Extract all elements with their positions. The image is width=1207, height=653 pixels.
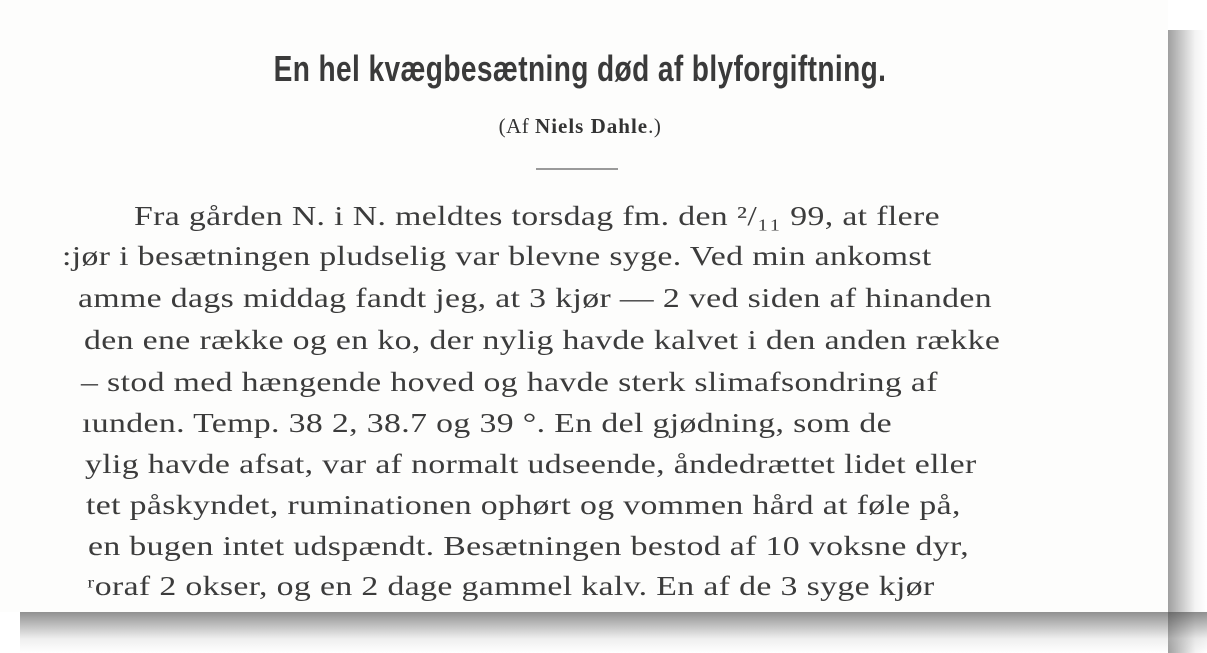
title-divider <box>536 168 618 170</box>
body-line-9: en bugen intet udspændt. Besætningen bestod af 10 voksne dyr, <box>88 531 970 561</box>
body-line-7: ylig havde afsat, var af normalt udseende, åndedrættet lidet eller <box>85 449 977 479</box>
body-line-5: – stod med hængende hoved og havde sterk slimafsondring af <box>81 367 938 397</box>
byline-suffix: .) <box>648 114 662 138</box>
body-line-3: amme dags middag fandt jeg, at 3 kjør — 2 ved siden af hinanden <box>78 283 993 313</box>
body-line-2: :jør i besætningen pludselig var blevne syge. Ved min ankomst <box>62 241 932 271</box>
page-shadow-right <box>1168 30 1207 653</box>
page-shadow-bottom <box>20 612 1207 653</box>
body-line-10: ʳoraf 2 okser, og en 2 dage gammel kalv. En af de 3 syge kjør <box>87 571 935 601</box>
article-byline <box>0 114 1160 139</box>
body-line-8: tet påskyndet, ruminationen ophørt og vommen hård at føle på, <box>86 490 961 520</box>
body-line-6: ıunden. Temp. 38 2, 38.7 og 39 °. En del gjødning, som de <box>82 408 892 438</box>
body-line-4: den ene række og en ko, der nylig havde kalvet i den anden række <box>84 325 1001 355</box>
article-title: En hel kvægbesætning død af blyforgiftning. <box>273 48 887 89</box>
byline-author: Niels Dahle <box>535 114 649 138</box>
body-line-1: Fra gården N. i N. meldtes torsdag fm. den ²/₁₁ 99, at flere <box>134 201 940 231</box>
byline-prefix: (Af <box>498 114 536 138</box>
